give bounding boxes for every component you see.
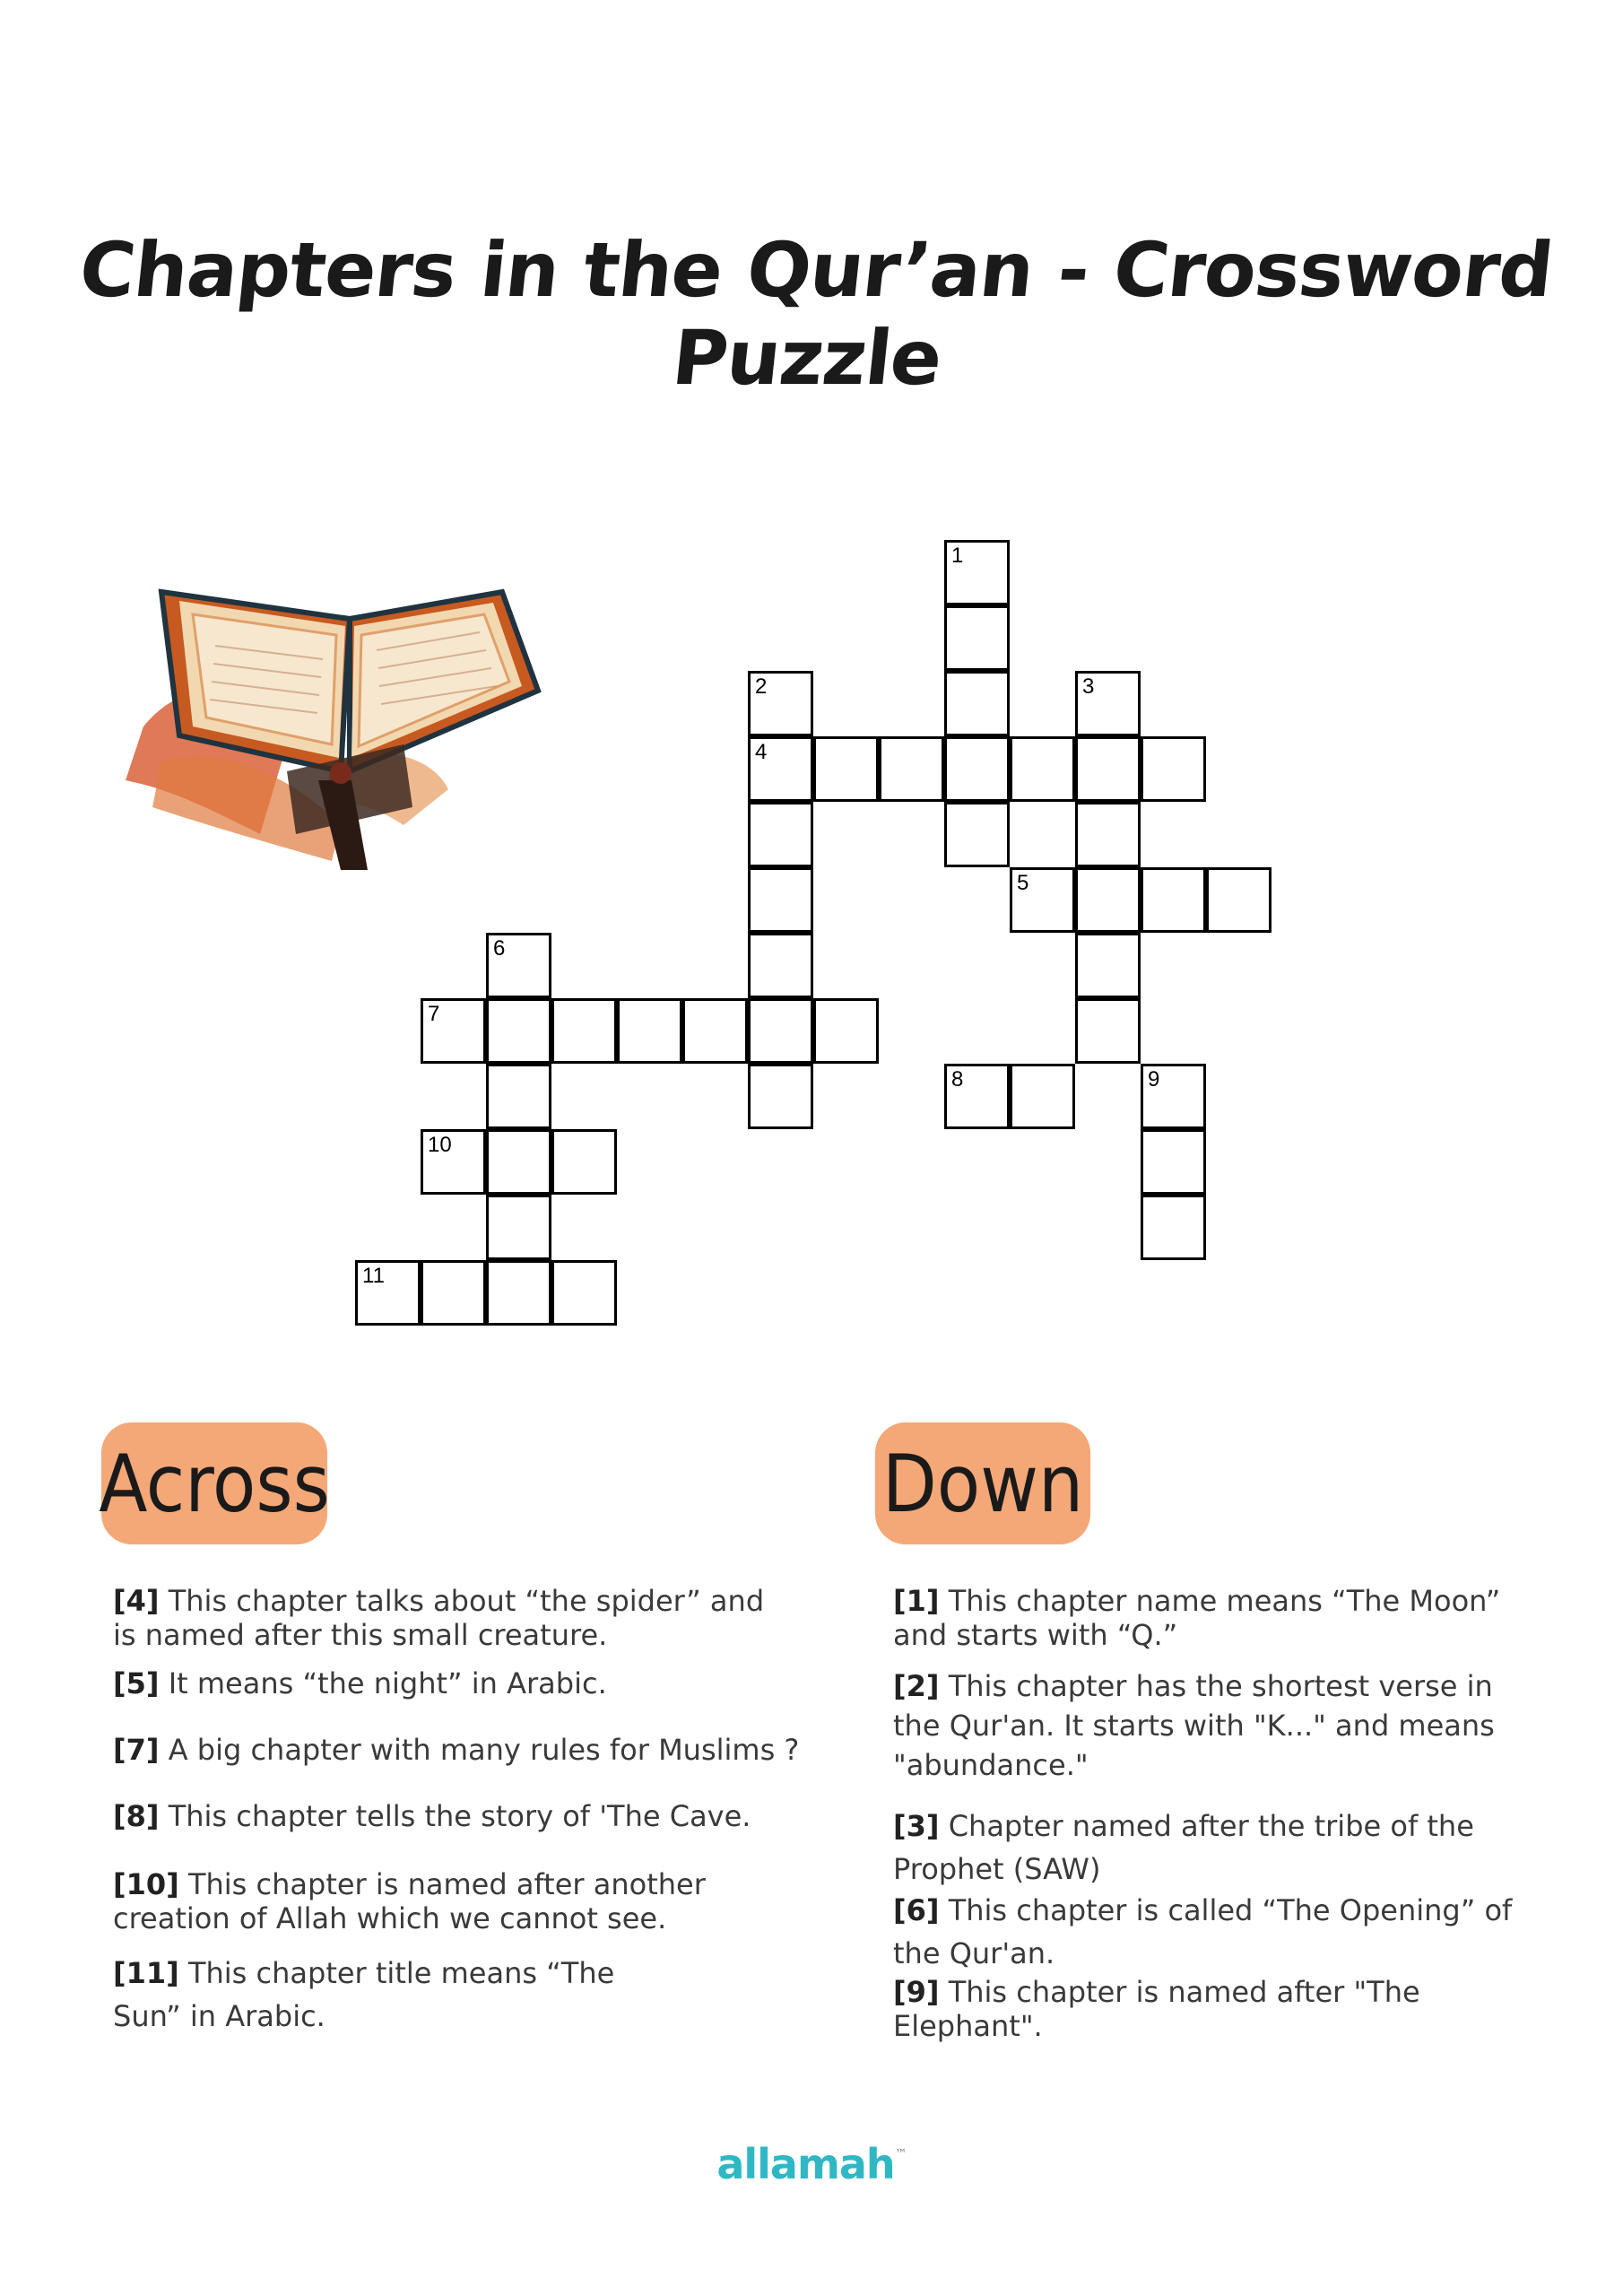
allamah-logo: allamah™ [716, 2140, 907, 2188]
clue-down-1: [1] This chapter name means “The Moon” and starts with “Q.” [893, 1584, 1501, 1652]
clue-across-8: [8] This chapter tells the story of 'The Cave. [113, 1799, 751, 1833]
clue-down-9: [9] This chapter is named after "The Elephant". [893, 1975, 1420, 2043]
crossword-cell[interactable] [944, 605, 1010, 671]
crossword-cell[interactable] [421, 1129, 486, 1195]
crossword-cell[interactable] [551, 998, 617, 1064]
clue-down-3: [3] Chapter named after the tribe of the Prophet (SAW) [893, 1809, 1474, 1886]
crossword-cell[interactable] [1075, 736, 1141, 802]
clue-down-2: [2] This chapter has the shortest verse in the Qur'an. It starts with "K..." and means "abundance." [893, 1669, 1495, 1782]
crossword-cell[interactable] [1141, 1129, 1206, 1195]
crossword-cell[interactable] [486, 1195, 551, 1260]
clue-number: 4 [755, 740, 768, 764]
clue-number: 1 [951, 544, 964, 568]
crossword-cell[interactable] [813, 998, 879, 1064]
crossword-cell[interactable] [1010, 867, 1075, 933]
clue-across-10: [10] This chapter is named after another creation of Allah which we cannot see. [113, 1867, 706, 1935]
crossword-cell[interactable] [355, 1260, 421, 1326]
crossword-cell[interactable] [748, 1064, 813, 1129]
crossword-cell[interactable] [879, 736, 944, 802]
crossword-cell[interactable] [486, 1064, 551, 1129]
crossword-cell[interactable] [551, 1129, 617, 1195]
crossword-cell[interactable] [748, 671, 813, 736]
clue-number: 2 [755, 674, 768, 699]
clue-across-7: [7] A big chapter with many rules for Muslims ? [113, 1733, 800, 1767]
crossword-cell[interactable] [1141, 1195, 1206, 1260]
crossword-cell[interactable] [748, 998, 813, 1064]
crossword-cell[interactable] [1075, 933, 1141, 998]
crossword-cell[interactable] [1075, 671, 1141, 736]
crossword-cell[interactable] [1075, 867, 1141, 933]
page-title: Chapters in the Qur’an - Crossword Puzzle [75, 226, 1558, 402]
clue-across-11: [11] This chapter title means “The Sun” in Arabic. [113, 1956, 615, 2033]
crossword-cell[interactable] [682, 998, 748, 1064]
clue-number: 11 [362, 1264, 385, 1288]
clue-number: 9 [1148, 1067, 1160, 1091]
crossword-cell[interactable] [486, 933, 551, 998]
clue-across-4: [4] This chapter talks about “the spider” and is named after this small creature. [113, 1584, 765, 1652]
clue-number: 8 [951, 1067, 964, 1091]
clue-across-5: [5] It means “the night” in Arabic. [113, 1666, 607, 1700]
clue-number: 5 [1017, 871, 1029, 895]
crossword-cell[interactable] [617, 998, 682, 1064]
clue-number: 10 [428, 1133, 452, 1157]
crossword-cell[interactable] [486, 1260, 551, 1326]
crossword-cell[interactable] [1010, 736, 1075, 802]
crossword-cell[interactable] [1141, 867, 1206, 933]
crossword-cell[interactable] [813, 736, 879, 802]
crossword-cell[interactable] [944, 802, 1010, 867]
crossword-cell[interactable] [1010, 1064, 1075, 1129]
clue-down-6: [6] This chapter is called “The Opening” of the Qur'an. [893, 1893, 1513, 1970]
crossword-cell[interactable] [1075, 802, 1141, 867]
crossword-cell[interactable] [944, 540, 1010, 605]
down-heading: Down [875, 1422, 1090, 1544]
crossword-cell[interactable] [748, 802, 813, 867]
crossword-cell[interactable] [944, 1064, 1010, 1129]
clue-number: 6 [493, 936, 506, 961]
crossword-cell[interactable] [486, 1129, 551, 1195]
crossword-cell[interactable] [944, 736, 1010, 802]
crossword-cell[interactable] [748, 736, 813, 802]
crossword-cell[interactable] [421, 998, 486, 1064]
crossword-cell[interactable] [551, 1260, 617, 1326]
crossword-cell[interactable] [421, 1260, 486, 1326]
clue-number: 7 [428, 1002, 440, 1026]
crossword-cell[interactable] [944, 671, 1010, 736]
crossword-cell[interactable] [1206, 867, 1271, 933]
crossword-cell[interactable] [1141, 736, 1206, 802]
clue-number: 3 [1082, 674, 1095, 699]
crossword-cell[interactable] [748, 867, 813, 933]
crossword-cell[interactable] [486, 998, 551, 1064]
quran-book-illustration [108, 538, 574, 879]
across-heading: Across [101, 1422, 327, 1544]
crossword-cell[interactable] [748, 933, 813, 998]
crossword-cell[interactable] [1141, 1064, 1206, 1129]
crossword-cell[interactable] [1075, 998, 1141, 1064]
